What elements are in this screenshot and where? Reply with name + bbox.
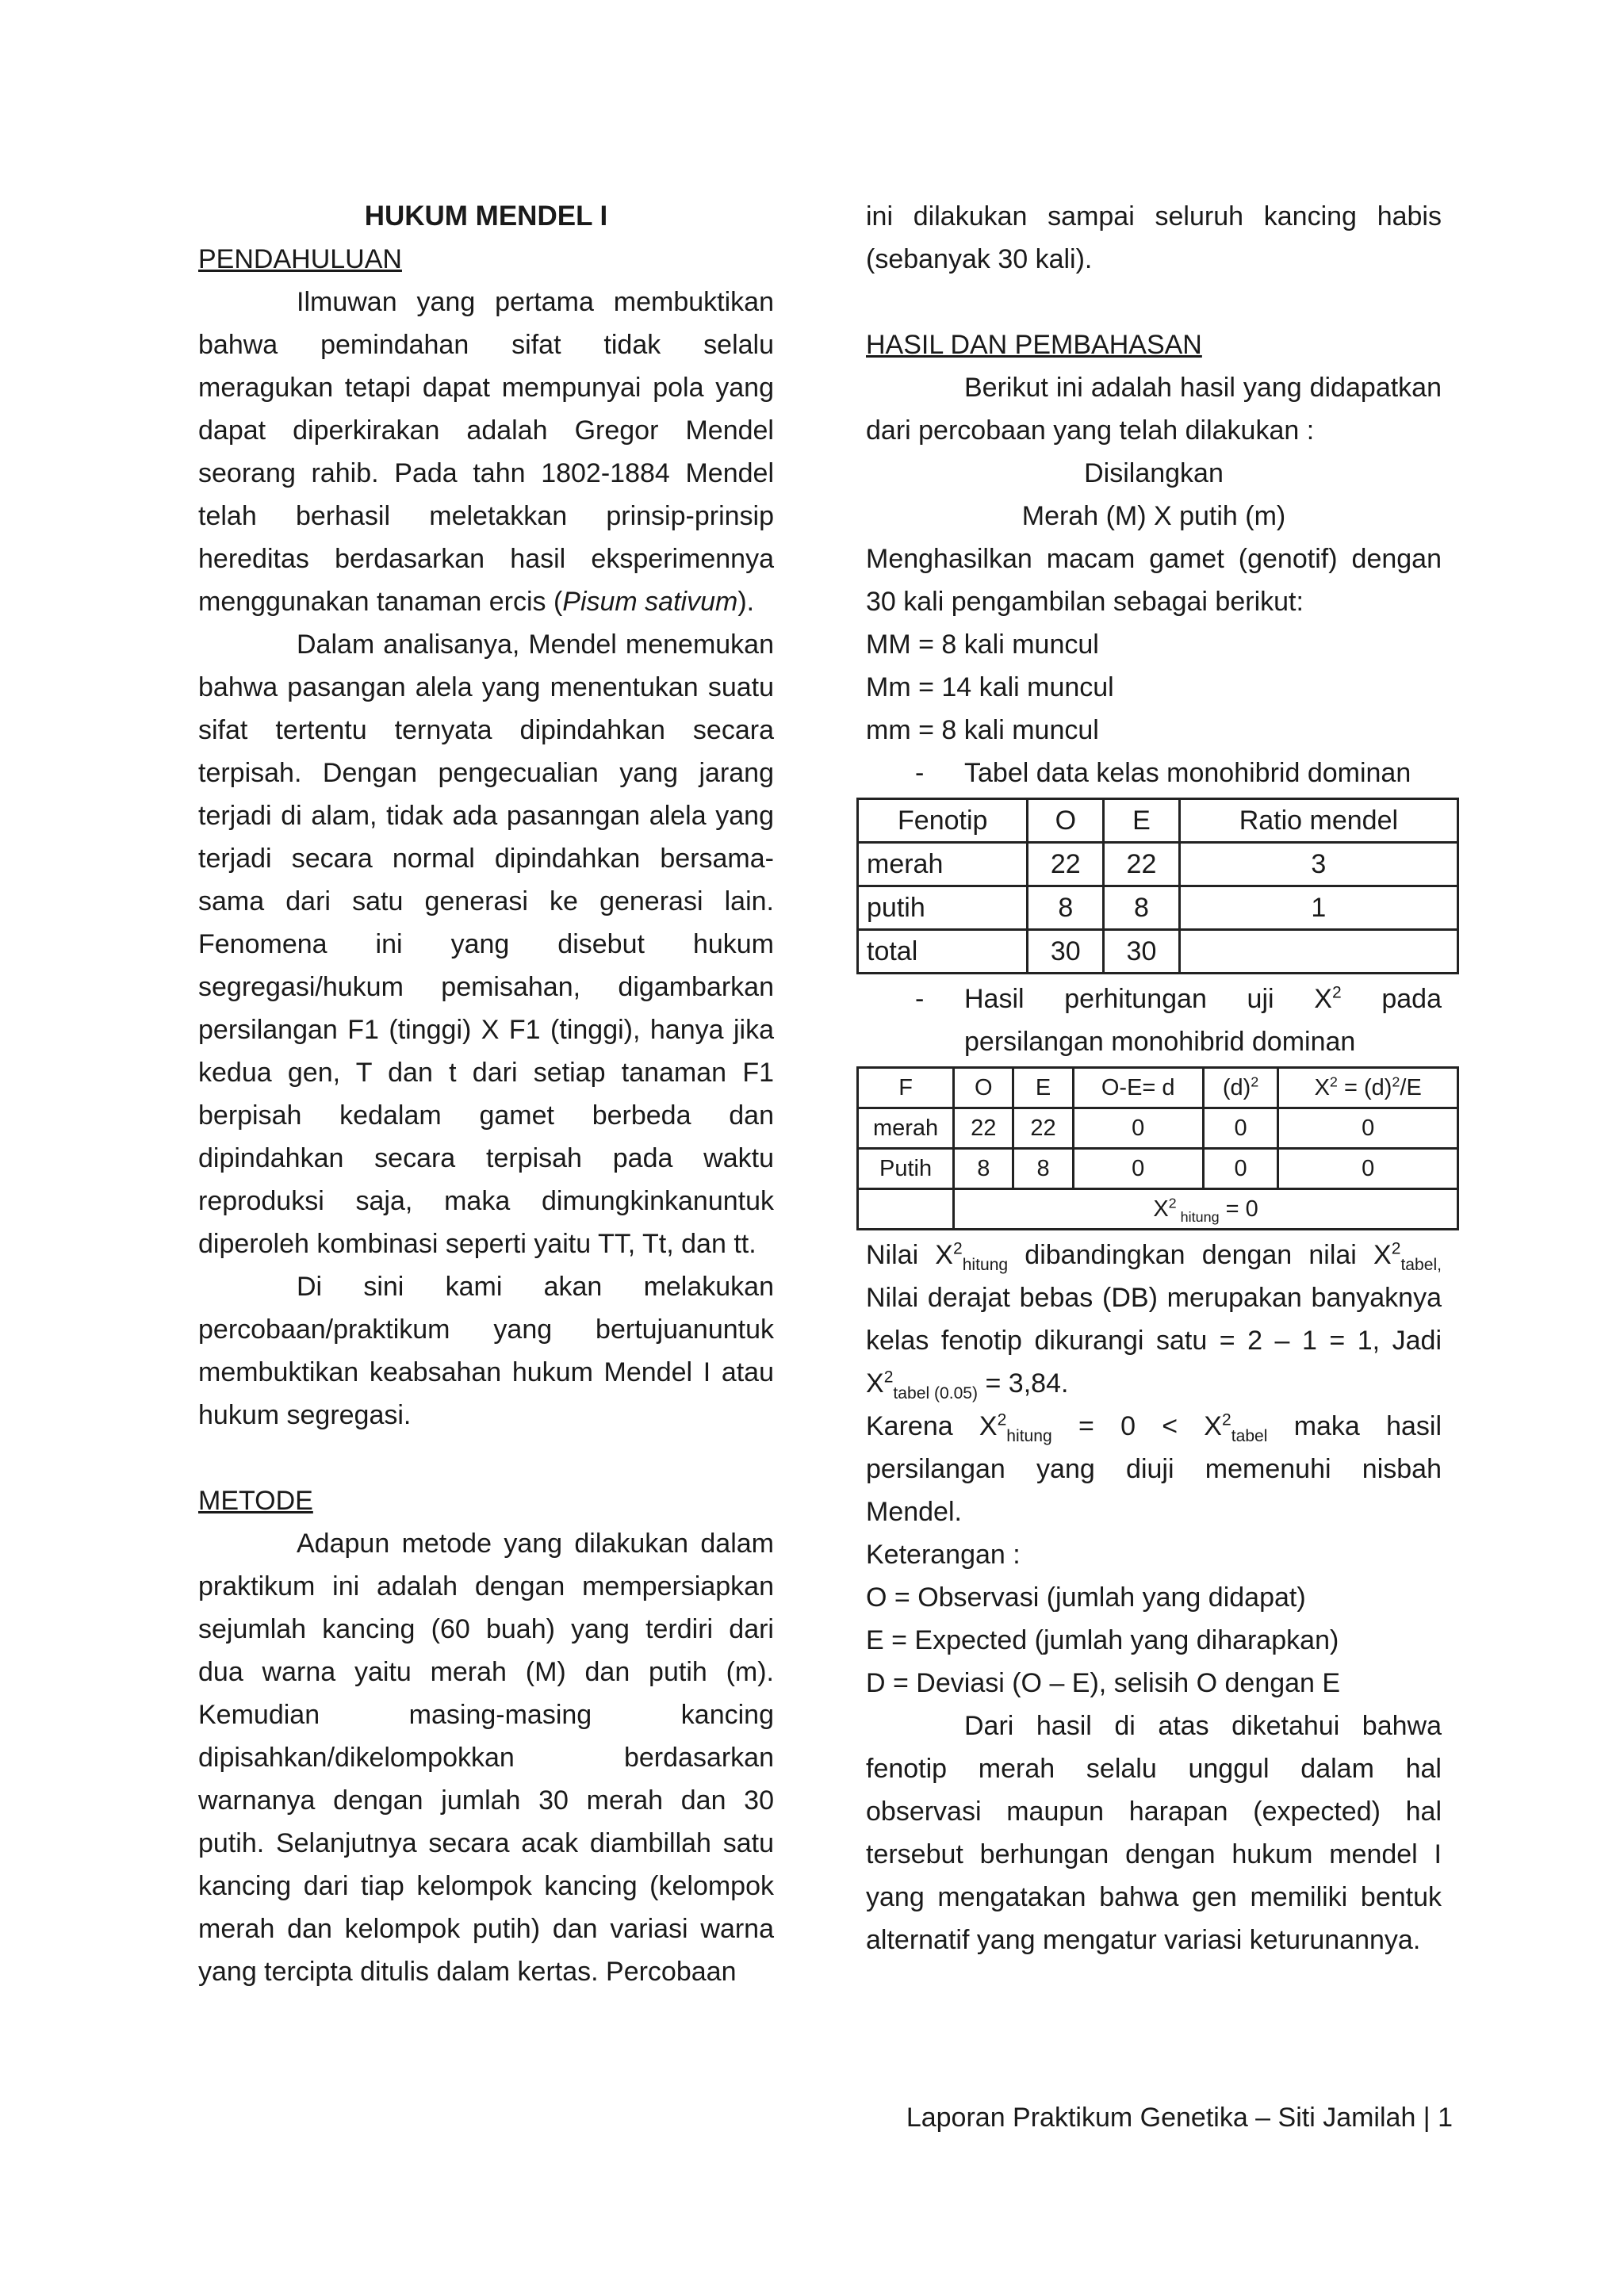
- table2-caption: - Hasil perhitungan uji $X^2$ pada persilangan monohibrid dominan: [915, 983, 1442, 1057]
- table-cell: 30: [1104, 930, 1180, 974]
- cross-formula: Merah (M) X putih (m): [1021, 501, 1286, 531]
- results-heading: HASIL DAN PEMBAHASAN: [866, 330, 1202, 360]
- table-cell: total: [858, 930, 1028, 974]
- table-header: E: [1013, 1068, 1073, 1108]
- cross-label: Disilangkan: [1084, 458, 1224, 488]
- monohybrid-table: [856, 798, 1459, 974]
- method-heading: METODE: [198, 1486, 313, 1516]
- legend-item: O = Observasi (jumlah yang didapat): [866, 1582, 1306, 1613]
- table-cell: 8: [1104, 886, 1180, 930]
- table1-caption: - Tabel data kelas monohibrid dominan: [915, 758, 1411, 788]
- left-column: [198, 195, 774, 1993]
- table-header: O: [954, 1068, 1013, 1108]
- table-row: [858, 930, 1458, 974]
- gamet-intro: Menghasilkan macam gamet (genotif) dengan 30 kali pengambilan sebagai berikut:: [866, 544, 1442, 617]
- table-cell: 8: [1028, 886, 1104, 930]
- table-header: F: [858, 1068, 954, 1108]
- table-cell: 1: [1179, 886, 1457, 930]
- table-cell: merah: [858, 843, 1028, 886]
- table-cell: 0: [1278, 1149, 1458, 1189]
- table-header-row: [858, 799, 1458, 843]
- conclusion-paragraph: Dari hasil di atas diketahui bahwa fenotip merah selalu unggul dalam hal observasi maupun harapan (expected) hal tersebut berhungan dengan hukum mendel I yang mengatakan bahwa gen memiliki bentuk alternatif yang mengatur variasi keturunannya.: [866, 1711, 1442, 1955]
- gamet-mm-small: mm = 8 kali muncul: [866, 715, 1099, 745]
- table-cell: 22: [1028, 843, 1104, 886]
- results-paragraph: Berikut ini adalah hasil yang didapatkan dari percobaan yang telah dilakukan :: [866, 373, 1442, 446]
- table-cell: Putih: [858, 1149, 954, 1189]
- table-cell: 30: [1028, 930, 1104, 974]
- gamet-mm-mixed: Mm = 14 kali muncul: [866, 672, 1114, 702]
- table-cell: 22: [1013, 1108, 1073, 1149]
- legend-item: D = Deviasi (O – E), selisih O dengan E: [866, 1668, 1341, 1698]
- table-header: E: [1104, 799, 1180, 843]
- legend-title: Keterangan :: [866, 1540, 1021, 1570]
- table-row: [858, 1108, 1458, 1149]
- analysis-paragraph-1: Nilai $X^2_{hitung}$ dibandingkan dengan nilai $X^2_{tabel,}$ Nilai derajat bebas (DB) merupakan banyaknya kelas fenotip dikurangi satu = 2 – 1 = 1, Jadi $X^2_{tabel (0.05)} = 3,84$.: [866, 1239, 1442, 1402]
- table-cell: 8: [1013, 1149, 1073, 1189]
- intro-heading: PENDAHULUAN: [198, 244, 402, 274]
- table-cell: 22: [1104, 843, 1180, 886]
- table-cell: 0: [1073, 1108, 1203, 1149]
- table-cell: 8: [954, 1149, 1013, 1189]
- method-paragraph: Adapun metode yang dilakukan dalam praktikum ini adalah dengan mempersiapkan sejumlah kancing (60 buah) yang terdiri dari dua warna yaitu merah (M) dan putih (m). Kemudian masing-masing kancing dipisahkan/dikelompokkan berdasarkan warnanya dengan jumlah 30 merah dan 30 putih. Selanjutnya secara acak diambillah satu kancing dari tiap kelompok kancing (kelompok merah dan kelompok putih) dan variasi warna yang tercipta ditulis dalam kertas. Percobaan: [198, 1529, 774, 1987]
- right-column: [866, 195, 1442, 1961]
- page-footer: Laporan Praktikum Genetika – Siti Jamilah | 1: [906, 2103, 1453, 2133]
- table-header: O: [1028, 799, 1104, 843]
- table-cell: [858, 1189, 954, 1230]
- table-header-row: [858, 1068, 1458, 1108]
- intro-paragraph-1: Ilmuwan yang pertama membuktikan bahwa pemindahan sifat tidak selalu meragukan tetapi dapat mempunyai pola yang dapat diperkirakan adalah Gregor Mendel seorang rahib. Pada tahn 1802-1884 Mendel telah berhasil meletakkan prinsip-prinsip hereditas berdasarkan hasil eksperimennya menggunakan tanaman ercis (Pisum sativum).: [198, 287, 774, 617]
- legend-item: E = Expected (jumlah yang diharapkan): [866, 1625, 1339, 1655]
- table-row: [858, 886, 1458, 930]
- analysis-paragraph-2: Karena $X^2_{hitung} = 0 < X^2_{tabel}$ maka hasil persilangan yang diuji memenuhi nisbah Mendel.: [866, 1410, 1442, 1527]
- table-cell: [1179, 930, 1457, 974]
- table-cell: 0: [1203, 1108, 1278, 1149]
- table-cell: 22: [954, 1108, 1013, 1149]
- page-title: HUKUM MENDEL I: [364, 201, 608, 232]
- table-header: $(d)^2$: [1203, 1068, 1278, 1108]
- intro-paragraph-2: Dalam analisanya, Mendel menemukan bahwa pasangan alela yang menentukan suatu sifat tertentu ternyata dipindahkan secara terpisah. Dengan pengecualian yang jarang terjadi di alam, tidak ada pasanngan alela yang terjadi secara normal dipindahkan bersama-sama dari satu generasi ke generasi lain. Fenomena ini yang disebut hukum segregasi/hukum pemisahan, digambarkan persilangan F1 (tinggi) X F1 (tinggi), hanya jika kedua gen, T dan t dari setiap tanaman F1 berpisah kedalam gamet berbeda dan dipindahkan secara terpisah pada waktu reproduksi saja, maka dimungkinkanuntuk diperoleh kombinasi seperti yaitu TT, Tt, dan tt.: [198, 629, 774, 1259]
- table-cell: putih: [858, 886, 1028, 930]
- scientific-name: Pisum sativum: [562, 587, 738, 617]
- table-header: Ratio mendel: [1179, 799, 1457, 843]
- table-row: [858, 843, 1458, 886]
- chi-square-table: [856, 1066, 1459, 1230]
- table-row: [858, 1149, 1458, 1189]
- chi-square-total: $X^2$ $_{hitung}$ = 0: [954, 1189, 1458, 1230]
- table-cell: 3: [1179, 843, 1457, 886]
- table-header: Fenotip: [858, 799, 1028, 843]
- table-header: O-E= d: [1073, 1068, 1203, 1108]
- table-cell: merah: [858, 1108, 954, 1149]
- table-cell: 0: [1278, 1108, 1458, 1149]
- table-cell: 0: [1073, 1149, 1203, 1189]
- table-row: [858, 1189, 1458, 1230]
- table-header: $X^2 = (d)^2/E$: [1278, 1068, 1458, 1108]
- method-paragraph-continued: ini dilakukan sampai seluruh kancing habis (sebanyak 30 kali).: [866, 201, 1442, 274]
- intro-paragraph-3: Di sini kami akan melakukan percobaan/praktikum yang bertujuanuntuk membuktikan keabsahan hukum Mendel I atau hukum segregasi.: [198, 1272, 774, 1430]
- gamet-mm-big: MM = 8 kali muncul: [866, 629, 1099, 660]
- table-cell: 0: [1203, 1149, 1278, 1189]
